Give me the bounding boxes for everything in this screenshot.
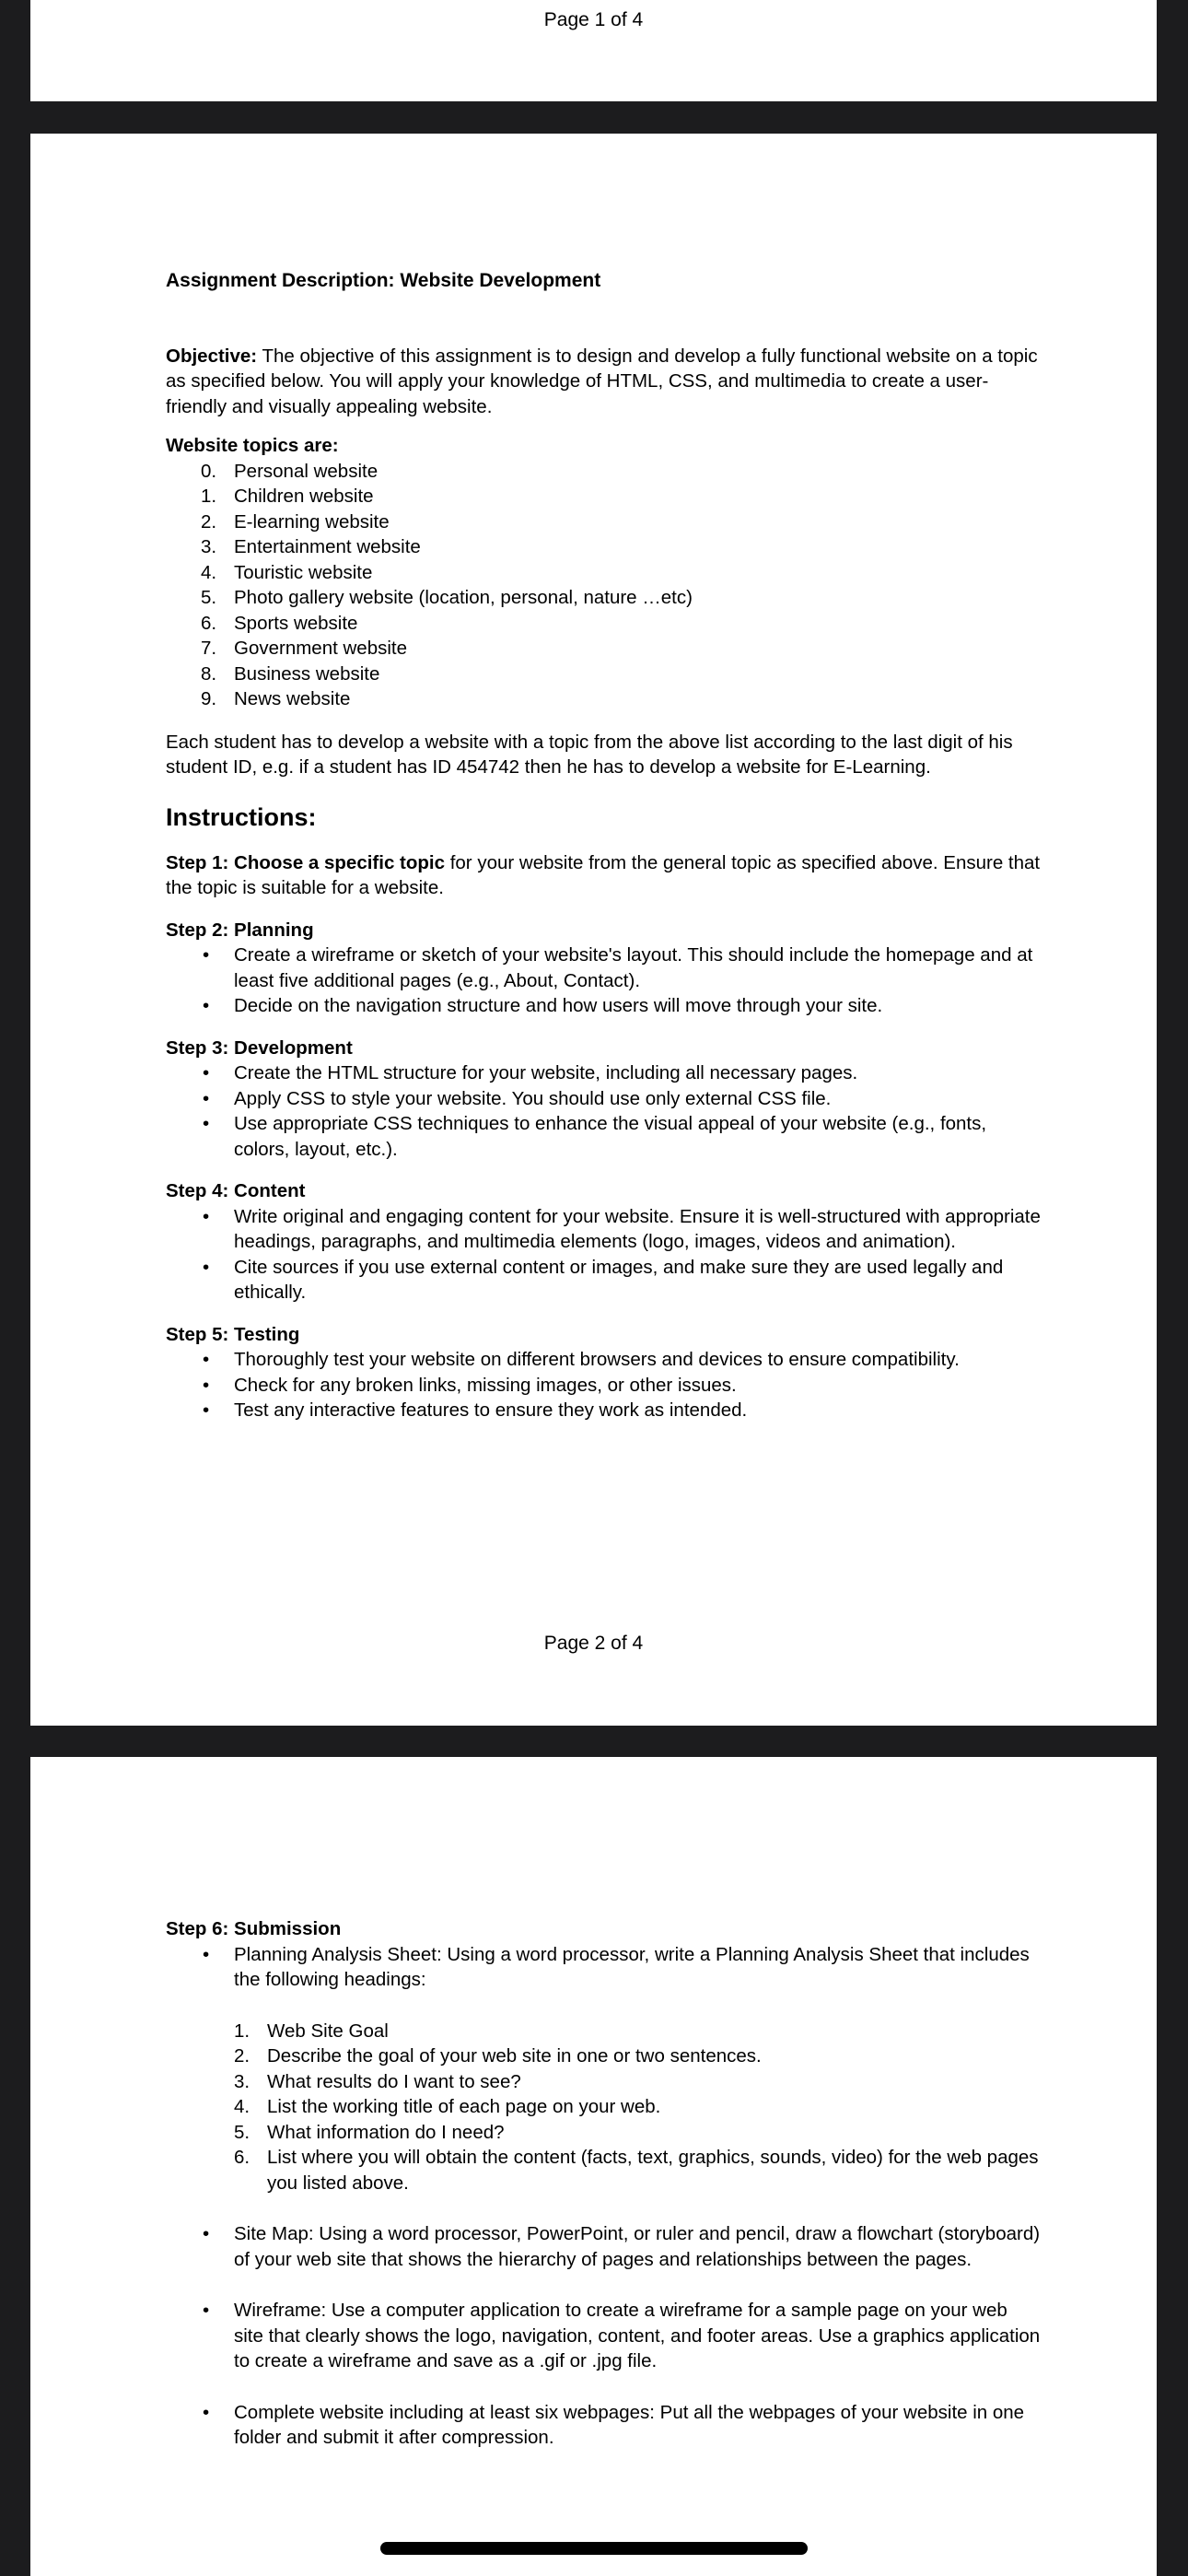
step2-heading: Step 2: Planning: [166, 919, 314, 941]
planning-item-number: 3.: [234, 2070, 250, 2092]
bullet-icon: •: [203, 1113, 210, 1134]
step2-list: [166, 943, 1041, 1019]
submission-list: [166, 1942, 1041, 2451]
bullet-icon: •: [203, 944, 210, 966]
planning-item-text: List the working title of each page on your web.: [267, 2096, 661, 2117]
topic-rule-paragraph: Each student has to develop a website with a topic from the above list according to the last digit of his student ID, e.g. if a student has ID 454742 then he has to develop a website for E-Learning.: [166, 731, 1013, 778]
planning-heading-item: [234, 2145, 1041, 2195]
step1-paragraph: [166, 850, 1041, 901]
bullet-icon: •: [203, 1205, 210, 1227]
submission-item-wireframe: • Wireframe: Use a computer application to create a wireframe for a sample page on your web site that clearly shows the logo, navigation, content, and footer areas. Use a graphics application to create a wireframe and save as a .gif or .jpg file.: [203, 2300, 1041, 2371]
step2-item-text: Create a wireframe or sketch of your website's layout. This should include the homepage and at least five additional pages (e.g., About, Contact).: [234, 944, 1033, 991]
step5-item-text: Test any interactive features to ensure they work as intended.: [234, 1399, 748, 1421]
topic-number: 5.: [201, 587, 217, 608]
document-page-3: [30, 1757, 1157, 2576]
topic-item: [201, 560, 1041, 586]
submission-item-planning: • Planning Analysis Sheet: Using a word processor, write a Planning Analysis Sheet that includes the following headings: 1. Web Site Goal 2. Describe the goal of your web site in one or two sentences. 3. What results do I want to see? 4. List the working title of each page on your web. 5. What information do I need? 6. List where you will obtain the content (facts, text, graphics, sounds, video) for the web pages you listed above.: [201, 1942, 1041, 2196]
topic-text: Touristic website: [234, 561, 373, 583]
objective-paragraph: [166, 344, 1041, 420]
bullet-icon: •: [203, 1399, 210, 1421]
step5-item: [201, 1398, 1041, 1423]
planning-heading-item: [234, 2043, 1041, 2069]
step4-heading: Step 4: Content: [166, 1180, 306, 1201]
topic-number: 3.: [201, 536, 217, 557]
step4-list: [166, 1204, 1041, 1306]
step1-text: for your website from the general topic as specified above. Ensure that the topic is suitable for a website.: [166, 851, 1041, 898]
bullet-icon: •: [203, 995, 210, 1016]
bullet-icon: •: [203, 1256, 210, 1278]
topic-number: 7.: [201, 638, 217, 659]
topic-number: 1.: [201, 486, 217, 507]
topics-list: [166, 459, 1041, 712]
planning-item-number: 4.: [234, 2096, 250, 2117]
planning-item-text: List where you will obtain the content (facts, text, graphics, sounds, video) for the web pages you listed above.: [267, 2147, 1039, 2194]
step3-item-text: Apply CSS to style your website. You should use only external CSS file.: [234, 1087, 832, 1109]
topic-text: Personal website: [234, 460, 379, 482]
step3-item-text: Create the HTML structure for your website, including all necessary pages.: [234, 1062, 858, 1083]
planning-item-text: What results do I want to see?: [267, 2070, 521, 2092]
topic-text: Government website: [234, 638, 408, 659]
step3-item: [201, 1060, 1041, 1086]
bullet-icon: •: [203, 1374, 210, 1396]
step5-item: [201, 1347, 1041, 1373]
topic-text: Photo gallery website (location, personal, nature …etc): [234, 587, 693, 608]
page-footer: Page 2 of 4: [543, 1633, 644, 1654]
step3-item: [201, 1111, 1041, 1162]
objective-label: Objective:: [166, 345, 258, 367]
bullet-icon: •: [203, 1943, 210, 1965]
topic-item: [201, 636, 1041, 662]
topic-text: Children website: [234, 486, 374, 507]
submission-item-site-map: • Site Map: Using a word processor, PowerPoint, or ruler and pencil, draw a flowchart (storyboard) of your web site that shows the hierarchy of pages and relationships between the pages.: [203, 2223, 1041, 2270]
bullet-icon: •: [203, 1349, 210, 1370]
step3-item: [201, 1086, 1041, 1112]
planning-item-number: 5.: [234, 2121, 250, 2143]
step3-item-text: Use appropriate CSS techniques to enhance the visual appeal of your website (e.g., fonts, colors, layout, etc.).: [234, 1113, 987, 1160]
step4-item: [201, 1204, 1041, 1255]
topic-item: [201, 534, 1041, 560]
step3-list: [166, 1060, 1041, 1162]
planning-item-text: Web Site Goal: [267, 2020, 389, 2042]
step5-item-text: Check for any broken links, missing images, or other issues.: [234, 1374, 737, 1396]
submission-item-complete-site: • Complete website including at least six webpages: Put all the webpages of your website in one folder and submit it after compression.: [203, 2401, 1025, 2448]
step2-item: [201, 993, 1041, 1019]
step2-item: [201, 943, 1041, 993]
bullet-icon: •: [203, 2223, 210, 2244]
page-footer: Page 1 of 4: [543, 9, 644, 30]
topic-text: Entertainment website: [234, 536, 421, 557]
step2-item-text: Decide on the navigation structure and how users will move through your site.: [234, 995, 883, 1016]
planning-heading-item: [234, 2120, 1041, 2146]
planning-heading-item: [234, 2019, 1041, 2044]
planning-item-text: Describe the goal of your web site in one or two sentences.: [267, 2045, 762, 2067]
bullet-icon: •: [203, 2401, 210, 2423]
step5-item: [201, 1373, 1041, 1399]
topic-number: 6.: [201, 612, 217, 634]
step5-item-text: Thoroughly test your website on different browsers and devices to ensure compatibility.: [234, 1349, 960, 1370]
page-content: [166, 268, 1041, 1423]
step5-list: [166, 1347, 1041, 1423]
topic-number: 9.: [201, 688, 217, 709]
topic-number: 0.: [201, 460, 217, 482]
planning-headings-list: [234, 2019, 1041, 2196]
topic-number: 4.: [201, 561, 217, 583]
topic-text: Sports website: [234, 612, 358, 634]
topic-item: [201, 611, 1041, 637]
bullet-icon: •: [203, 1062, 210, 1083]
planning-item-text: What information do I need?: [267, 2121, 505, 2143]
topic-text: Business website: [234, 662, 380, 685]
topic-number: 8.: [201, 662, 217, 685]
topic-text: News website: [234, 688, 351, 709]
planning-heading-item: [234, 2094, 1041, 2120]
topic-number: 2.: [201, 510, 217, 533]
objective-text: The objective of this assignment is to design and develop a fully functional website on a topic as specified below. You will apply your knowledge of HTML, CSS, and multimedia to create a user-friendly and visually appealing website.: [166, 345, 1038, 417]
document-page-1: [30, 0, 1157, 101]
step1-label: Step 1: Choose a specific topic: [166, 851, 446, 873]
step4-item-text: Write original and engaging content for your website. Ensure it is well-structured with appropriate headings, paragraphs, and multimedia elements (logo, images, videos and animation).: [234, 1205, 1041, 1252]
planning-item-number: 6.: [234, 2147, 250, 2168]
document-page-2: [30, 134, 1157, 1726]
topic-item: [201, 509, 1041, 535]
step4-item: [201, 1255, 1041, 1306]
topic-item: [201, 686, 1041, 712]
topic-item: [201, 662, 1041, 687]
step5-heading: Step 5: Testing: [166, 1323, 300, 1345]
bullet-icon: •: [203, 1087, 210, 1109]
planning-item-number: 2.: [234, 2045, 250, 2067]
topics-label: Website topics are:: [166, 435, 339, 456]
planning-heading-item: [234, 2069, 1041, 2095]
home-indicator[interactable]: [380, 2542, 808, 2555]
bullet-icon: •: [203, 2300, 210, 2321]
topic-item: [201, 484, 1041, 509]
step4-item-text: Cite sources if you use external content or images, and make sure they are used legally and ethically.: [234, 1256, 1004, 1303]
topic-item: [201, 585, 1041, 611]
page-content: [166, 1916, 1041, 2451]
step6-heading: Step 6: Submission: [166, 1918, 342, 1939]
topic-item: [201, 459, 1041, 485]
step3-heading: Step 3: Development: [166, 1036, 353, 1059]
topic-text: E-learning website: [234, 510, 390, 533]
assignment-title: Assignment Description: Website Development: [166, 270, 601, 291]
instructions-heading: Instructions:: [166, 802, 317, 831]
planning-item-number: 1.: [234, 2020, 250, 2042]
